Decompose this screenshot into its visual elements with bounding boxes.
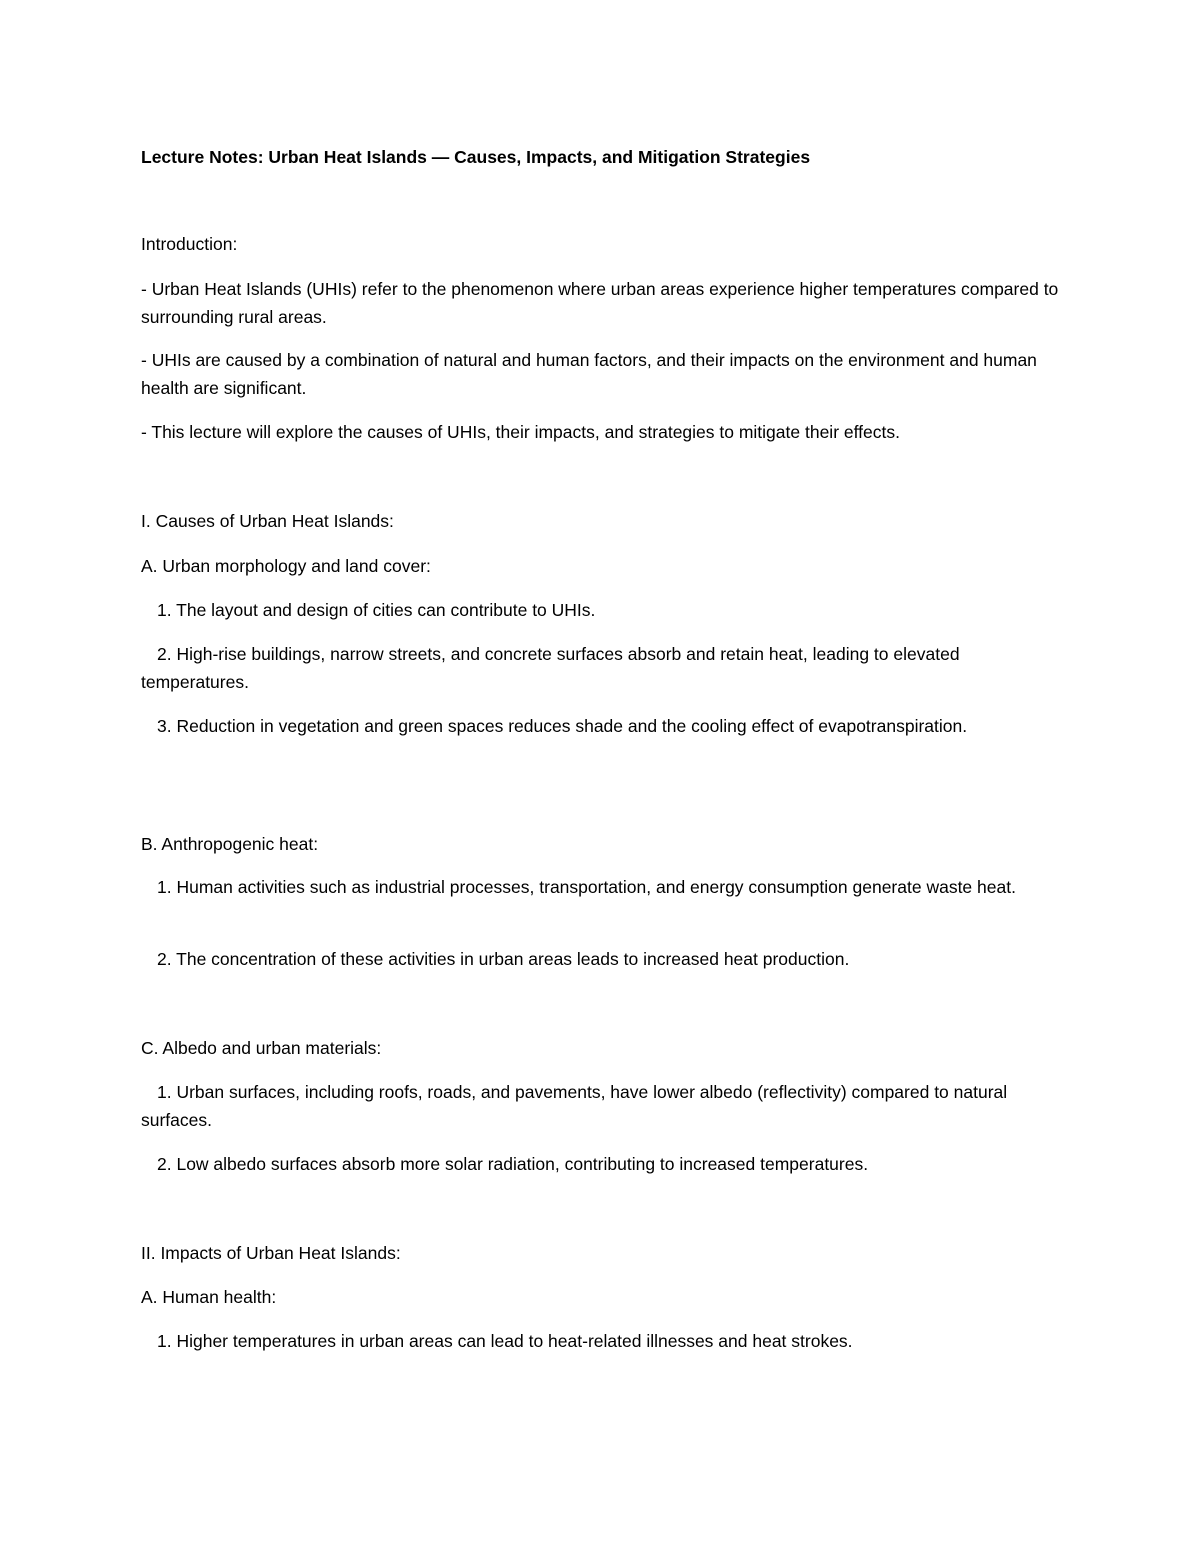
list-item: 1. Urban surfaces, including roofs, roads, and pavements, have lower albedo (reflectivity) compared to natural surfaces. [141, 1082, 1008, 1130]
section-heading: I. Causes of Urban Heat Islands: [141, 511, 394, 531]
introduction-bullet: - Urban Heat Islands (UHIs) refer to the phenomenon where urban areas experience higher temperatures compared to surrounding rural areas. [141, 279, 1059, 327]
list-item: 1. The layout and design of cities can contribute to UHIs. [157, 600, 596, 620]
list-item: 2. Low albedo surfaces absorb more solar radiation, contributing to increased temperatures. [157, 1154, 869, 1174]
subsection-heading: C. Albedo and urban materials: [141, 1038, 382, 1058]
list-item: 2. The concentration of these activities in urban areas leads to increased heat production. [157, 949, 850, 969]
document-title: Lecture Notes: Urban Heat Islands — Causes, Impacts, and Mitigation Strategies [141, 147, 811, 167]
subsection-heading: B. Anthropogenic heat: [141, 834, 319, 854]
list-item: 1. Human activities such as industrial processes, transportation, and energy consumption generate waste heat. [157, 877, 1016, 897]
section-heading: II. Impacts of Urban Heat Islands: [141, 1243, 401, 1263]
list-item: 2. High-rise buildings, narrow streets, and concrete surfaces absorb and retain heat, leading to elevated temperatures. [141, 644, 960, 692]
subsection-heading: A. Human health: [141, 1287, 277, 1307]
introduction-bullet: - This lecture will explore the causes of UHIs, their impacts, and strategies to mitigate their effects. [141, 422, 900, 442]
introduction-bullet: - UHIs are caused by a combination of natural and human factors, and their impacts on the environment and human health are significant. [141, 350, 1037, 398]
list-item: 1. Higher temperatures in urban areas can lead to heat-related illnesses and heat strokes. [157, 1331, 853, 1351]
subsection-heading: A. Urban morphology and land cover: [141, 556, 431, 576]
introduction-heading: Introduction: [141, 234, 238, 254]
list-item: 3. Reduction in vegetation and green spaces reduces shade and the cooling effect of evapotranspiration. [157, 716, 968, 736]
